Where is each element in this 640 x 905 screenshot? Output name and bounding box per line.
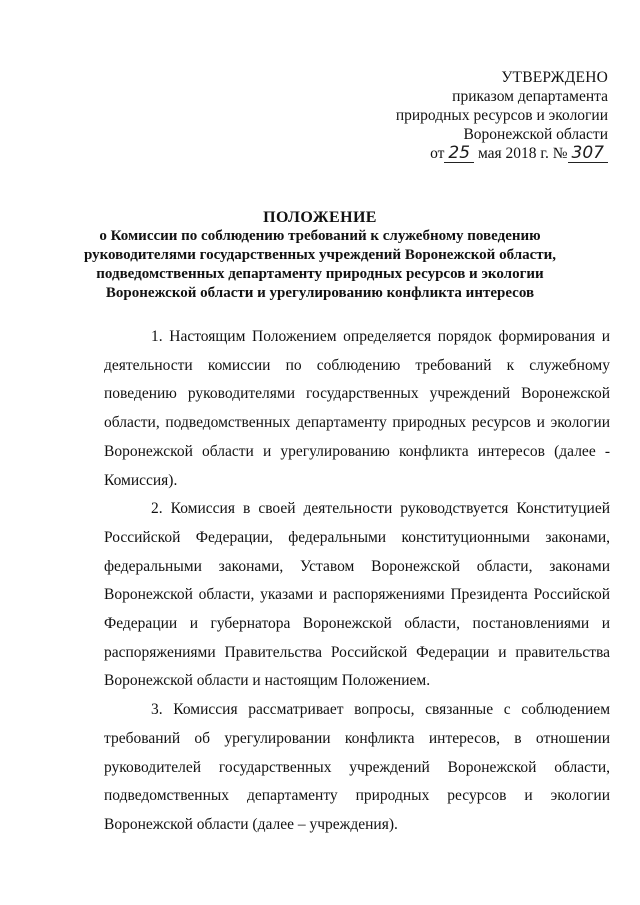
- approval-day-handwritten: 25: [444, 145, 474, 163]
- document-heading: ПОЛОЖЕНИЕ: [263, 209, 377, 226]
- approval-line-region: Воронежской области: [463, 126, 608, 143]
- approval-line-department: природных ресурсов и экологии: [395, 107, 608, 124]
- approval-status: УТВЕРЖДЕНО: [501, 69, 608, 86]
- document-subtitle-line: руководителями государственных учреждений Воронежской области,: [83, 247, 557, 263]
- approval-line-order: приказом департамента: [452, 88, 608, 105]
- document-body: [104, 323, 610, 840]
- approval-number-handwritten: 307: [568, 145, 608, 163]
- approval-stamp-block: [368, 68, 608, 163]
- approval-month-year: мая 2018 г. №: [477, 145, 568, 162]
- approval-date-prefix: от: [430, 145, 445, 162]
- paragraph-1: 1. Настоящим Положением определяется порядок формирования и деятельности комиссии по соблюдению требований к служебному поведению руководителями государственных учреждений Воронежской области, подведомственных департаменту природных ресурсов и экологии Воронежской области и урегулированию конфликта интересов (далее - Комиссия).: [104, 328, 610, 489]
- document-subtitle-line: о Комиссии по соблюдению требований к служебному поведению: [99, 228, 541, 244]
- document-title-block: [60, 208, 580, 303]
- approval-date-line: [368, 144, 608, 163]
- paragraph-2: 2. Комиссия в своей деятельности руководствуется Конституцией Российской Федерации, федеральными конституционными законами, федеральными законами, Уставом Воронежской области, законами Воронежской области, указами и распоряжениями Президента Российской Федерации и губернатора Воронежской области, постановлениями и распоряжениями Правительства Российской Федерации и правительства Воронежской области и настоящим Положением.: [104, 500, 610, 690]
- document-subtitle-line: Воронежской области и урегулированию конфликта интересов: [105, 285, 535, 301]
- document-subtitle-line: подведомственных департаменту природных ресурсов и экологии: [96, 266, 544, 282]
- paragraph-3: 3. Комиссия рассматривает вопросы, связанные с соблюдением требований об урегулировании конфликта интересов, в отношении руководителей государственных учреждений Воронежской области, подведомственных департаменту природных ресурсов и экологии Воронежской области (далее – учреждения).: [104, 701, 610, 833]
